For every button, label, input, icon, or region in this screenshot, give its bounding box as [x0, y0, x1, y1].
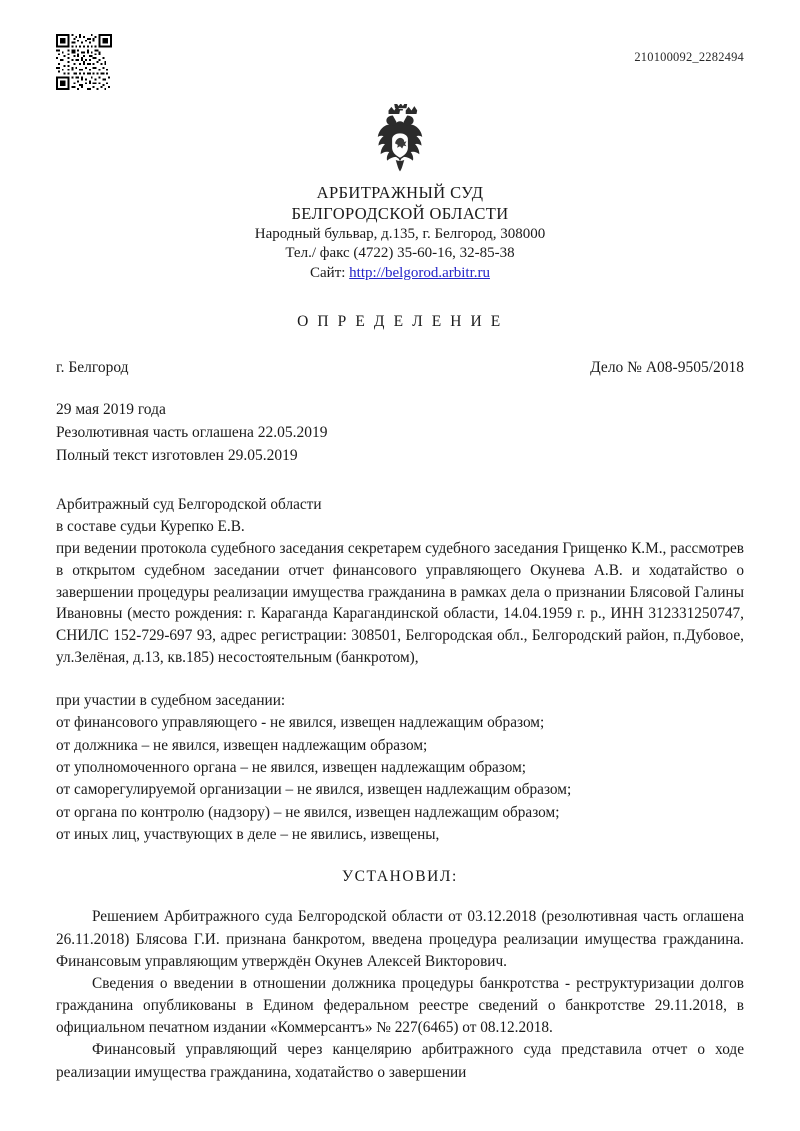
court-phone: Тел./ факс (4722) 35-60-16, 32-85-38 — [285, 245, 515, 262]
findings-block — [56, 906, 744, 1083]
participant-item: от иных лиц, участвующих в деле – не явились, извещены, — [56, 826, 440, 844]
case-description-paragraph: при ведении протокола судебного заседания секретарем судебного заседания Грищенко К.М., рассмотрев в открытом судебном заседании отчет финансового управляющего Окунева А.В. и ходатайство о завершении процедуры реализации имущества гражданина в рамках дела о признании Блясовой Галины Ивановны (место рождения: г. Караганда Карагандинской области, 14.04.1959 г. р., ИНН 312331250747, СНИЛС 152-729-697 93, адрес регистрации: 308501, Белгородская обл., Белгородский район, п.Дубовое, ул.Зелёная, д.13, кв.185) несостоятельным (банкротом), — [56, 539, 744, 667]
participant-item: от органа по контролю (надзору) – не явился, извещен надлежащим образом; — [56, 803, 560, 821]
double-headed-eagle-icon — [364, 104, 436, 180]
dates-block — [56, 399, 744, 468]
court-address: Народный бульвар, д.135, г. Белгород, 308000 — [254, 225, 546, 242]
city: г. Белгород — [56, 359, 129, 377]
document-date: 29 мая 2019 года — [56, 401, 166, 419]
court-info — [56, 182, 744, 283]
findings-paragraph-1: Решением Арбитражного суда Белгородской области от 03.12.2018 (резолютивная часть оглашена 26.11.2018) Блясова Г.И. признана банкротом, введена процедура реализации имущества гражданина. Финансовым управляющим утверждён Окунев Алексей Викторович. — [56, 908, 744, 970]
participants-block — [56, 690, 744, 846]
participant-item: от должника – не явился, извещен надлежащим образом; — [56, 736, 428, 754]
participants-heading: при участии в судебном заседании: — [56, 692, 286, 710]
full-text-date: Полный текст изготовлен 29.05.2019 — [56, 447, 298, 465]
document-title: О П Р Е Д Е Л Е Н И Е — [297, 313, 503, 331]
court-composition-line2: в составе судьи Курепко Е.В. — [56, 518, 245, 536]
court-composition-line1: Арбитражный суд Белгородской области — [56, 496, 322, 514]
participant-item: от уполномоченного органа – не явился, извещен надлежащим образом; — [56, 759, 527, 777]
participant-item: от финансового управляющего - не явился, извещен надлежащим образом; — [56, 714, 545, 732]
court-site — [56, 264, 744, 284]
court-name-line2: БЕЛГОРОДСКОЙ ОБЛАСТИ — [291, 204, 509, 224]
resolution-announced-date: Резолютивная часть оглашена 22.05.2019 — [56, 424, 328, 442]
case-number: Дело № А08-9505/2018 — [590, 359, 744, 377]
coat-of-arms — [56, 104, 744, 180]
participant-item: от саморегулируемой организации – не явился, извещен надлежащим образом; — [56, 781, 572, 799]
document-header — [56, 34, 744, 92]
qr-code-svg — [56, 34, 112, 90]
court-site-label: Сайт: — [310, 264, 346, 281]
city-case-row — [56, 359, 744, 377]
findings-paragraph-3: Финансовый управляющий через канцелярию арбитражного суда представила отчет о ходе реализации имущества гражданина, ходатайство о завершении — [56, 1041, 744, 1081]
qr-code-icon — [56, 34, 112, 90]
intro-block — [56, 494, 744, 669]
section-heading-ustanovil: УСТАНОВИЛ: — [342, 868, 458, 886]
document-id: 210100092_2282494 — [634, 50, 744, 64]
court-name-line1: АРБИТРАЖНЫЙ СУД — [316, 183, 484, 202]
court-site-link[interactable]: http://belgorod.arbitr.ru — [349, 264, 490, 281]
findings-paragraph-2: Сведения о введении в отношении должника процедуры банкротства - реструктуризации долгов гражданина опубликованы в Едином федеральном реестре сведений о банкротстве 29.11.2018, в официальном печатном издании «Коммерсантъ» № 227(6465) от 08.12.2018. — [56, 974, 744, 1037]
